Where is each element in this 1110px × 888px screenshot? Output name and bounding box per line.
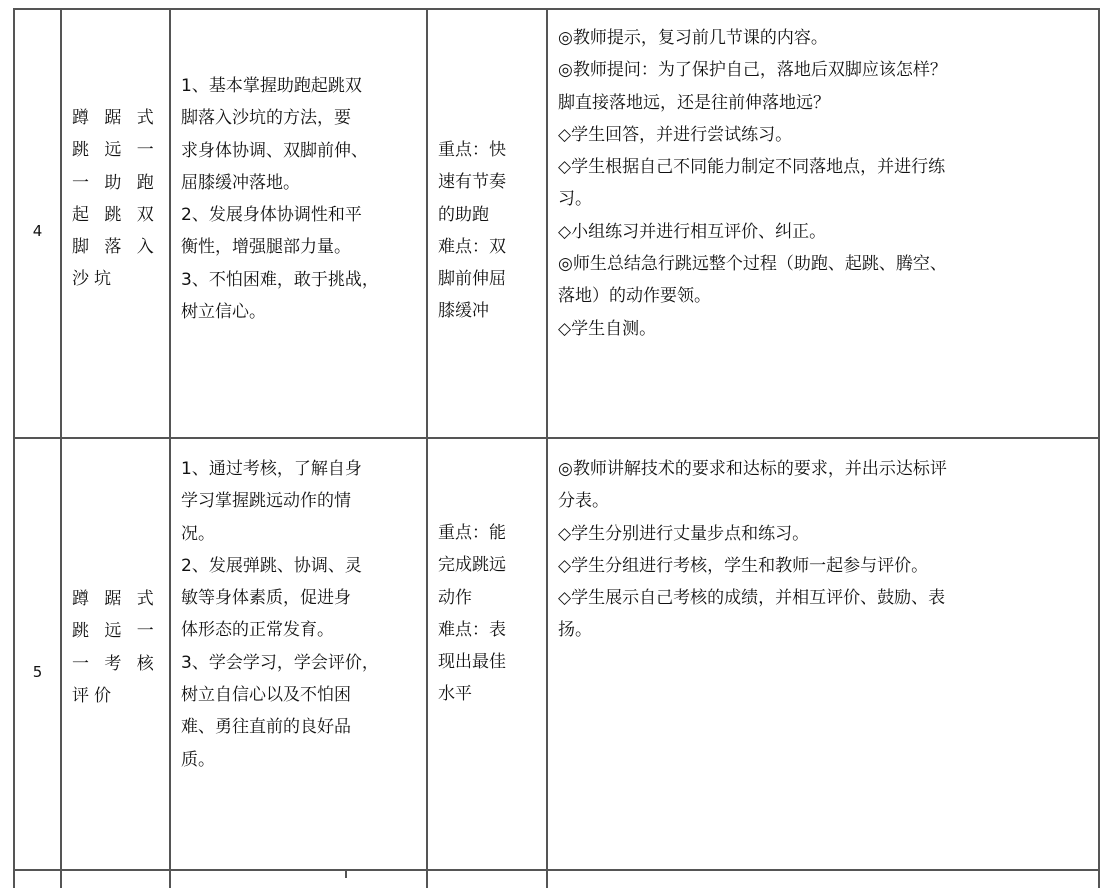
text-line: 脚前伸屈 xyxy=(438,269,506,290)
topic-cell xyxy=(60,8,169,437)
table-row-lesson-4 xyxy=(13,8,1100,437)
text-line: ◎教师提示，复习前几节课的内容。 xyxy=(558,28,828,48)
text-line: 跳 远 一 xyxy=(72,621,159,642)
text-line: ◎教师讲解技术的要求和达标的要求，并出示达标评 xyxy=(558,459,947,479)
text-line: 水平 xyxy=(438,684,472,705)
process-cell xyxy=(546,437,1100,888)
key-points-cell xyxy=(426,437,546,888)
text-line: 起 跳 双 xyxy=(72,204,159,225)
text-line: 分表。 xyxy=(558,491,609,512)
text-line: 一 考 核 xyxy=(72,653,159,674)
text-line: ◇学生分别进行丈量步点和练习。 xyxy=(558,523,810,544)
text-line: 3、学会学习，学会评价， xyxy=(181,652,379,673)
table-bottom-border xyxy=(13,869,1100,871)
text-line: 一 助 跑 xyxy=(72,172,159,193)
text-line: 衡性，增强腿部力量。 xyxy=(181,237,351,258)
text-line: 树立自信心以及不怕困 xyxy=(181,685,351,706)
border-tick xyxy=(426,869,428,878)
text-line: 体形态的正常发育。 xyxy=(181,620,334,641)
lesson-number-cell xyxy=(13,8,60,437)
text-line: 1、通过考核，了解自身 xyxy=(181,459,362,479)
text-line: ◎教师提问：为了保护自己，落地后双脚应该怎样？ xyxy=(558,60,947,81)
text-line: ◇小组练习并进行相互评价、纠正。 xyxy=(558,221,827,242)
key-points-cell xyxy=(426,8,546,437)
text-line: ◇学生分组进行考核，学生和教师一起参与评价。 xyxy=(558,555,929,576)
process-text xyxy=(558,22,1092,345)
table-row-lesson-5 xyxy=(13,437,1100,888)
text-line: 的助跑 xyxy=(438,204,489,225)
text-line: 求身体协调、双脚前伸、 xyxy=(181,140,368,161)
text-line: 完成跳远 xyxy=(438,555,506,576)
goals-text xyxy=(181,70,420,328)
text-line: 重点：能 xyxy=(438,523,506,543)
topic-text xyxy=(72,583,163,712)
text-line: 脚落入沙坑的方法，要 xyxy=(181,108,351,129)
lesson-number: 4 xyxy=(32,222,43,240)
text-line: 习。 xyxy=(558,189,592,210)
lesson-plan-table xyxy=(13,8,1100,888)
text-line: 难点：双 xyxy=(438,236,506,257)
goals-cell xyxy=(169,437,426,888)
text-line: 动作 xyxy=(438,587,472,608)
text-line: 跳 远 一 xyxy=(72,140,159,161)
text-line: 难、勇往直前的良好品 xyxy=(181,717,351,738)
lesson-number: 5 xyxy=(32,663,43,681)
text-line: 沙坑 xyxy=(72,269,116,290)
text-line: 速有节奏 xyxy=(438,172,506,193)
text-line: 重点：快 xyxy=(438,140,506,160)
border-tick xyxy=(13,869,15,878)
text-line: 脚直接落地远，还是往前伸落地远？ xyxy=(558,92,830,113)
text-line: 2、发展身体协调性和平 xyxy=(181,205,362,226)
topic-text xyxy=(72,102,163,296)
text-line: 3、不怕困难，敢于挑战， xyxy=(181,269,379,290)
border-tick xyxy=(345,869,347,878)
text-line: 树立信心。 xyxy=(181,302,266,323)
text-line: ◇学生自测。 xyxy=(558,318,657,339)
text-line: ◇学生根据自己不同能力制定不同落地点，并进行练 xyxy=(558,157,946,178)
process-cell xyxy=(546,8,1100,437)
text-line: ◎师生总结急行跳远整个过程（助跑、起跳、腾空、 xyxy=(558,254,947,275)
process-text xyxy=(558,453,1092,647)
text-line: 况。 xyxy=(181,523,215,544)
text-line: 脚 落 入 xyxy=(72,237,159,258)
goals-text xyxy=(181,453,420,776)
text-line: 现出最佳 xyxy=(438,652,506,673)
text-line: 质。 xyxy=(181,749,215,770)
lesson-number-cell xyxy=(13,437,60,888)
key-points-text xyxy=(438,517,540,711)
text-line: 蹲 踞 式 xyxy=(72,108,159,128)
text-line: 落地）的动作要领。 xyxy=(558,286,711,307)
text-line: ◇学生回答，并进行尝试练习。 xyxy=(558,124,793,145)
text-line: ◇学生展示自己考核的成绩，并相互评价、鼓励、表 xyxy=(558,588,946,609)
text-line: 2、发展弹跳、协调、灵 xyxy=(181,555,362,576)
text-line: 1、基本掌握助跑起跳双 xyxy=(181,76,362,96)
text-line: 学习掌握跳远动作的情 xyxy=(181,491,351,512)
topic-cell xyxy=(60,437,169,888)
goals-cell xyxy=(169,8,426,437)
key-points-text xyxy=(438,134,540,328)
text-line: 屈膝缓冲落地。 xyxy=(181,172,300,193)
text-line: 膝缓冲 xyxy=(438,301,489,322)
text-line: 蹲 踞 式 xyxy=(72,589,159,609)
text-line: 评价 xyxy=(72,685,116,706)
text-line: 难点：表 xyxy=(438,619,506,640)
text-line: 敏等身体素质，促进身 xyxy=(181,588,351,609)
border-tick xyxy=(1098,869,1100,878)
border-tick xyxy=(60,869,62,878)
text-line: 扬。 xyxy=(558,620,592,641)
